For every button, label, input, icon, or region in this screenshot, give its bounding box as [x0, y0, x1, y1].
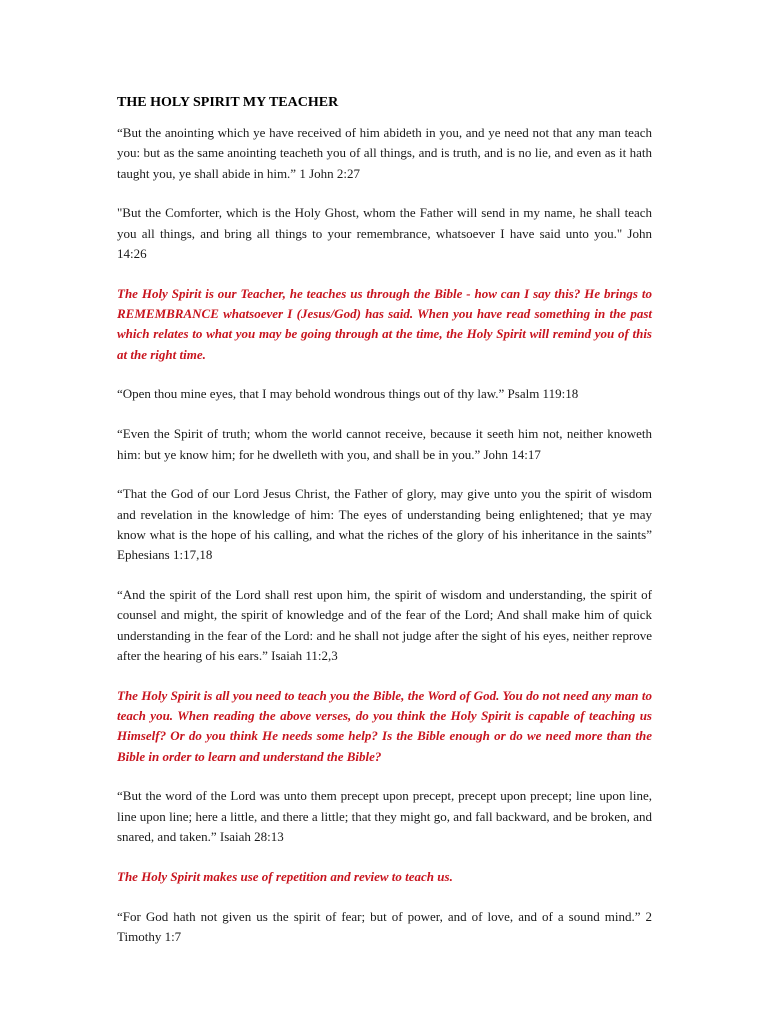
- document-title: THE HOLY SPIRIT MY TEACHER: [117, 95, 339, 110]
- scripture-paragraph: “For God hath not given us the spirit of fear; but of power, and of love, and of a sound mind.” 2 Timothy 1:7: [117, 908, 652, 944]
- scripture-paragraph: "But the Comforter, which is the Holy Ghost, whom the Father will send in my name, he shall teach you all things, and bring all things to your remembrance, whatsoever I have said unto you." John 14:26: [117, 205, 652, 261]
- scripture-paragraph: “But the anointing which ye have received of him abideth in you, and ye need not that any man teach you: but as the same anointing teacheth you of all things, and is truth, and is no lie, and even as it hath taught you, ye shall abide in him.” 1 John 2:27: [117, 125, 652, 181]
- scripture-paragraph: “But the word of the Lord was unto them precept upon precept, precept upon precept; line upon line, line upon line; here a little, and there a little; that they might go, and fall backward, and be broken, and snared, and taken.” Isaiah 28:13: [117, 788, 652, 845]
- scripture-paragraph: “Open thou mine eyes, that I may behold wondrous things out of thy law.” Psalm 119:18: [117, 386, 579, 402]
- document-page: [117, 93, 652, 967]
- scripture-paragraph: “That the God of our Lord Jesus Christ, the Father of glory, may give unto you the spirit of wisdom and revelation in the knowledge of him: The eyes of understanding being enlightened; that ye may know what is the hope of his calling, and what the riches of the glory of his inheritance in the saints” Ephesians 1:17,18: [117, 486, 652, 563]
- commentary-paragraph: The Holy Spirit is all you need to teach you the Bible, the Word of God. You do not need any man to teach you. When reading the above verses, do you think the Holy Spirit is capable of teaching us Himself? Or do you think He needs some help? Is the Bible enough or do we need more than the Bible in order to learn and understand the Bible?: [117, 687, 652, 764]
- commentary-paragraph: The Holy Spirit is our Teacher, he teaches us through the Bible - how can I say this? He brings to REMEMBRANCE whatsoever I (Jesus/God) has said. When you have read something in the past which relates to what you may be going through at the time, the Holy Spirit will remind you of this at the right time.: [117, 285, 652, 362]
- commentary-paragraph: The Holy Spirit makes use of repetition and review to teach us.: [117, 868, 453, 884]
- scripture-paragraph: “Even the Spirit of truth; whom the world cannot receive, because it seeth him not, neither knoweth him: but ye know him; for he dwelleth with you, and shall be in you.” John 14:17: [117, 426, 652, 462]
- scripture-paragraph: “And the spirit of the Lord shall rest upon him, the spirit of wisdom and understanding, the spirit of counsel and might, the spirit of knowledge and of the fear of the Lord; And shall make him of quick understanding in the fear of the Lord: and he shall not judge after the sight of his eyes, neither reprove after the hearing of his ears.” Isaiah 11:2,3: [117, 587, 652, 663]
